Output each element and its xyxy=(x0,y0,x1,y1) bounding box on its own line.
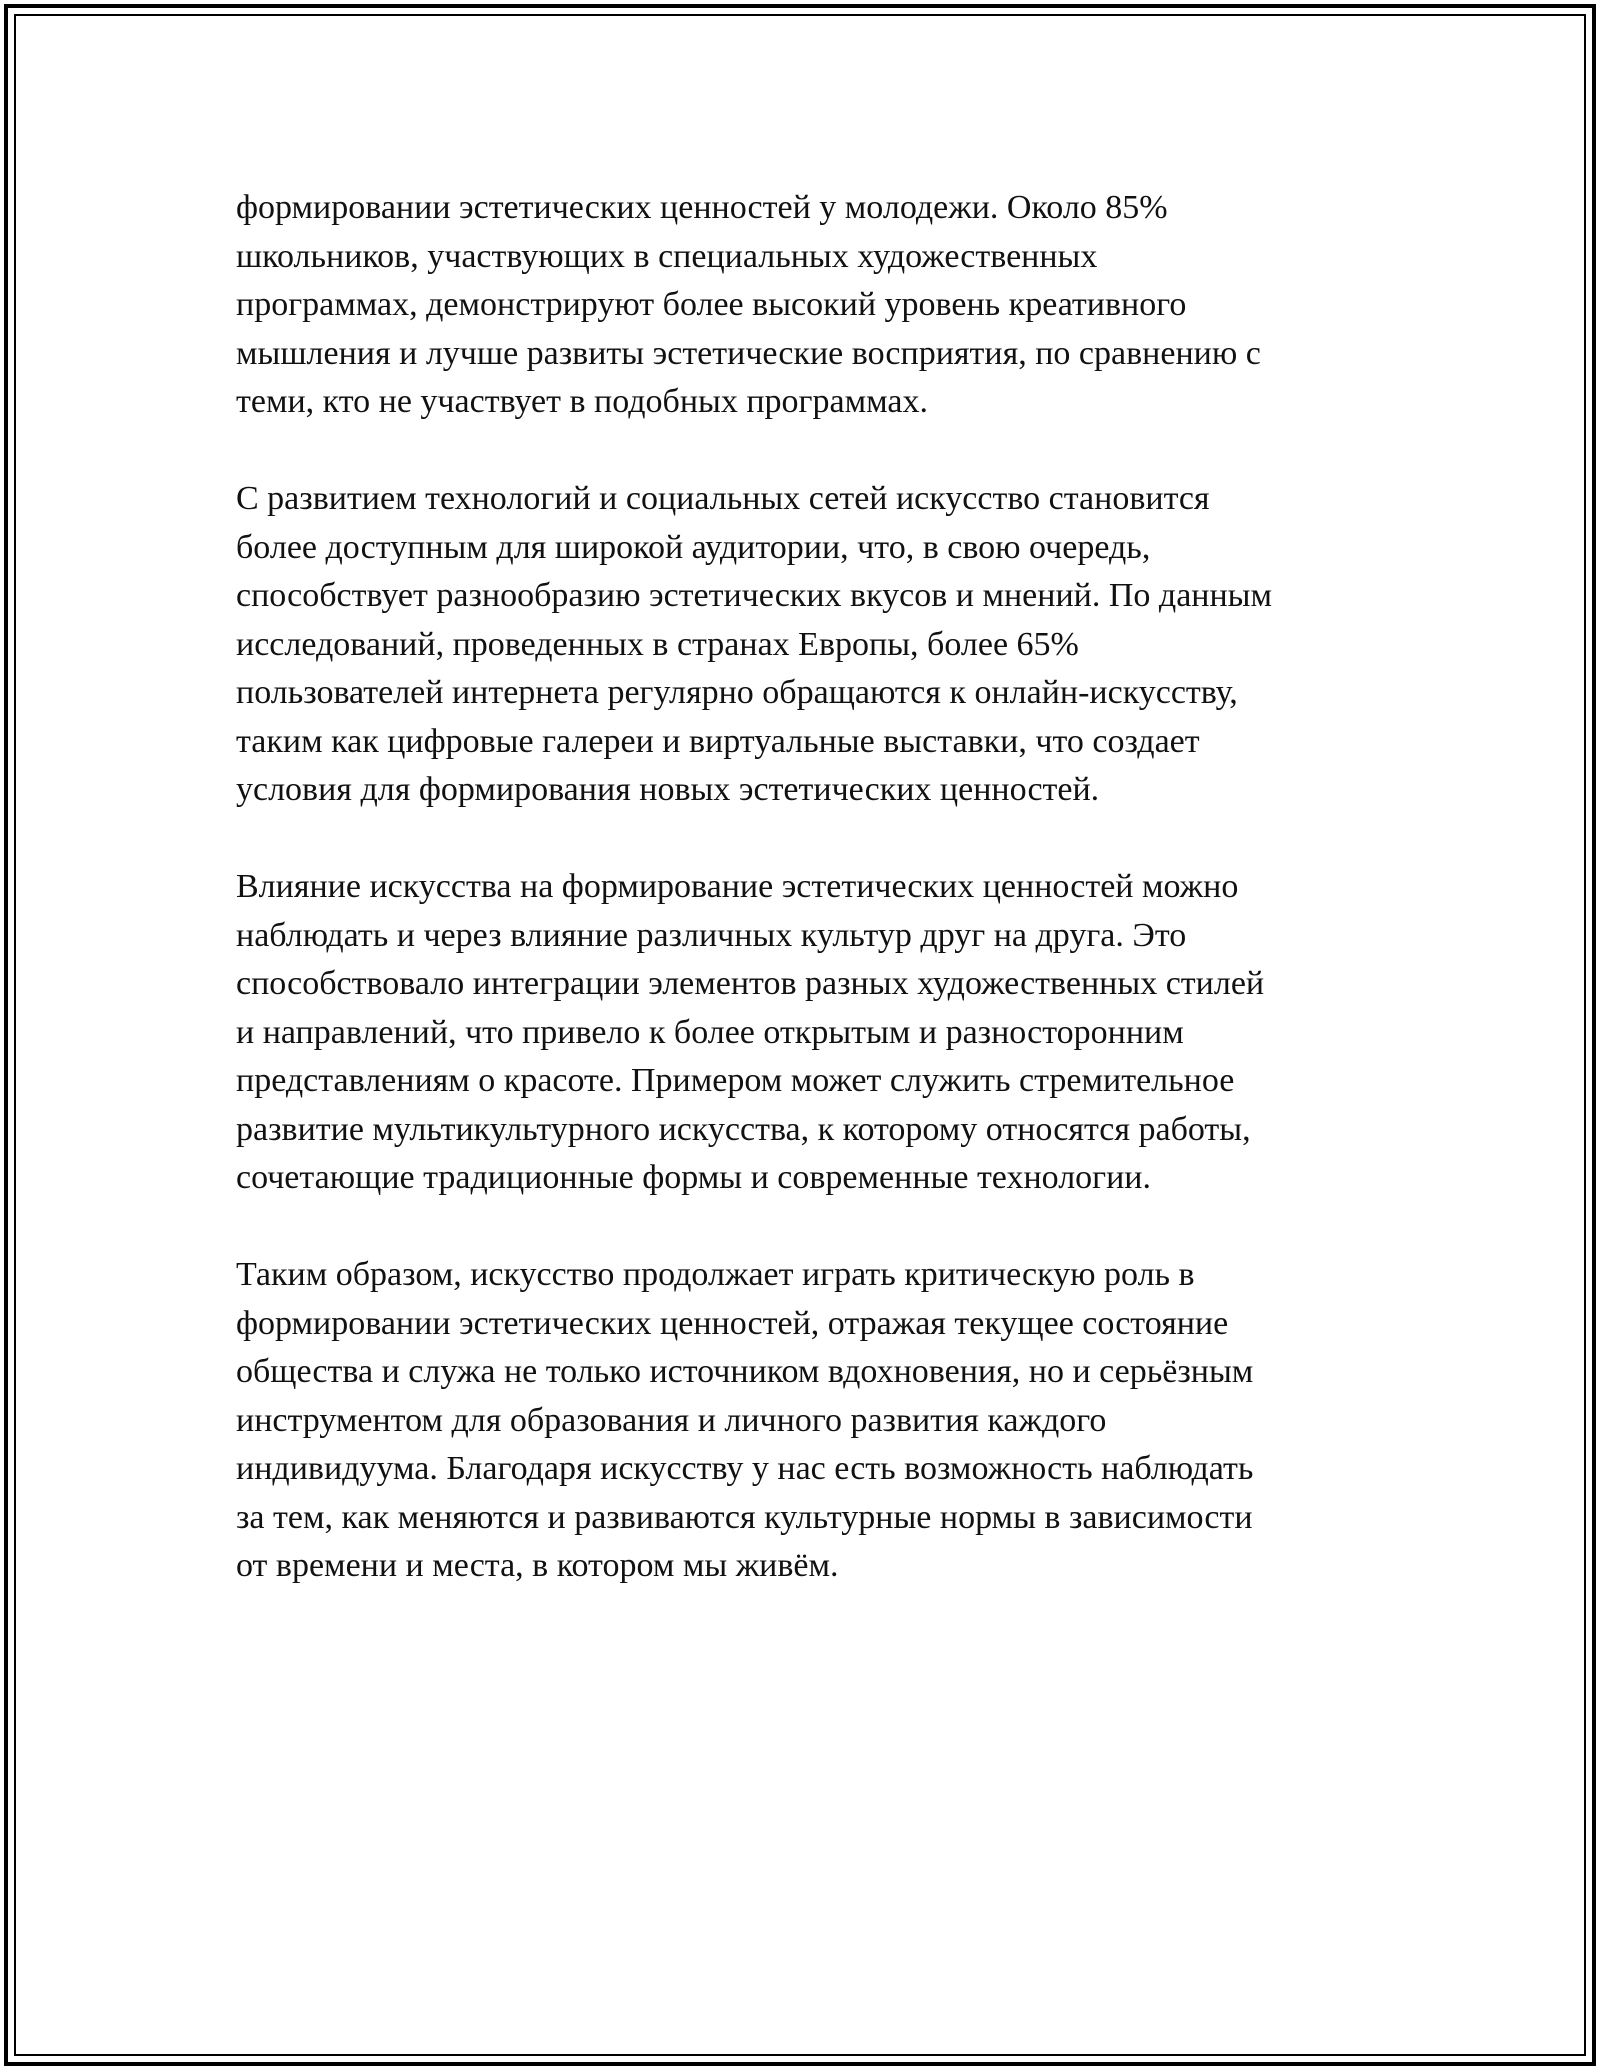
text-line: формировании эстетических ценностей, отражая текущее состояние xyxy=(236,1304,1229,1342)
text-line: общества и служа не только источником вдохновения, но и серьёзным xyxy=(236,1353,1254,1390)
text-line: и направлений, что привело к более открытым и разносторонним xyxy=(236,1013,1184,1051)
document-body xyxy=(236,184,1366,1591)
text-line: таким как цифровые галереи и виртуальные выставки, что создает xyxy=(236,722,1200,760)
text-line: С развитием технологий и социальных сетей искусство становится xyxy=(236,480,1210,517)
text-line: исследований, проведенных в странах Европы, более 65% xyxy=(236,625,1079,663)
text-line: условия для формирования новых эстетических ценностей. xyxy=(236,771,1100,808)
text-line: способствовало интеграции элементов разных художественных стилей xyxy=(236,965,1265,1002)
text-line: развитие мультикультурного искусства, к которому относятся работы, xyxy=(236,1110,1251,1148)
paragraph-1 xyxy=(236,184,1366,427)
text-line: формировании эстетических ценностей у молодежи. Около 85% xyxy=(236,189,1168,226)
text-line: Влияние искусства на формирование эстетических ценностей можно xyxy=(236,868,1239,905)
text-line: инструментом для образования и личного развития каждого xyxy=(236,1401,1107,1439)
text-line: пользователей интернета регулярно обращаются к онлайн-искусству, xyxy=(236,674,1238,711)
text-line: наблюдать и через влияние различных культур друг на друга. Это xyxy=(236,916,1187,954)
text-line: более доступным для широкой аудитории, что, в свою очередь, xyxy=(236,528,1151,566)
paragraph-2 xyxy=(236,475,1366,815)
text-line: за тем, как меняются и развиваются культурные нормы в зависимости xyxy=(236,1498,1253,1536)
text-line: Таким образом, искусство продолжает играть критическую роль в xyxy=(236,1256,1195,1293)
text-line: программах, демонстрируют более высокий уровень креативного xyxy=(236,286,1187,323)
text-line: теми, кто не участвует в подобных программах. xyxy=(236,383,928,420)
text-line: от времени и места, в котором мы живём. xyxy=(236,1547,839,1584)
text-line: представлениям о красоте. Примером может служить стремительное xyxy=(236,1062,1235,1099)
paragraph-3 xyxy=(236,863,1366,1203)
text-line: сочетающие традиционные формы и современные технологии. xyxy=(236,1159,1151,1196)
text-line: индивидуума. Благодаря искусству у нас есть возможность наблюдать xyxy=(236,1450,1254,1487)
text-line: способствует разнообразию эстетических вкусов и мнений. По данным xyxy=(236,577,1273,614)
text-line: школьников, участвующих в специальных художественных xyxy=(236,237,1098,275)
paragraph-4 xyxy=(236,1251,1366,1591)
text-line: мышления и лучше развиты эстетические восприятия, по сравнению с xyxy=(236,334,1261,372)
